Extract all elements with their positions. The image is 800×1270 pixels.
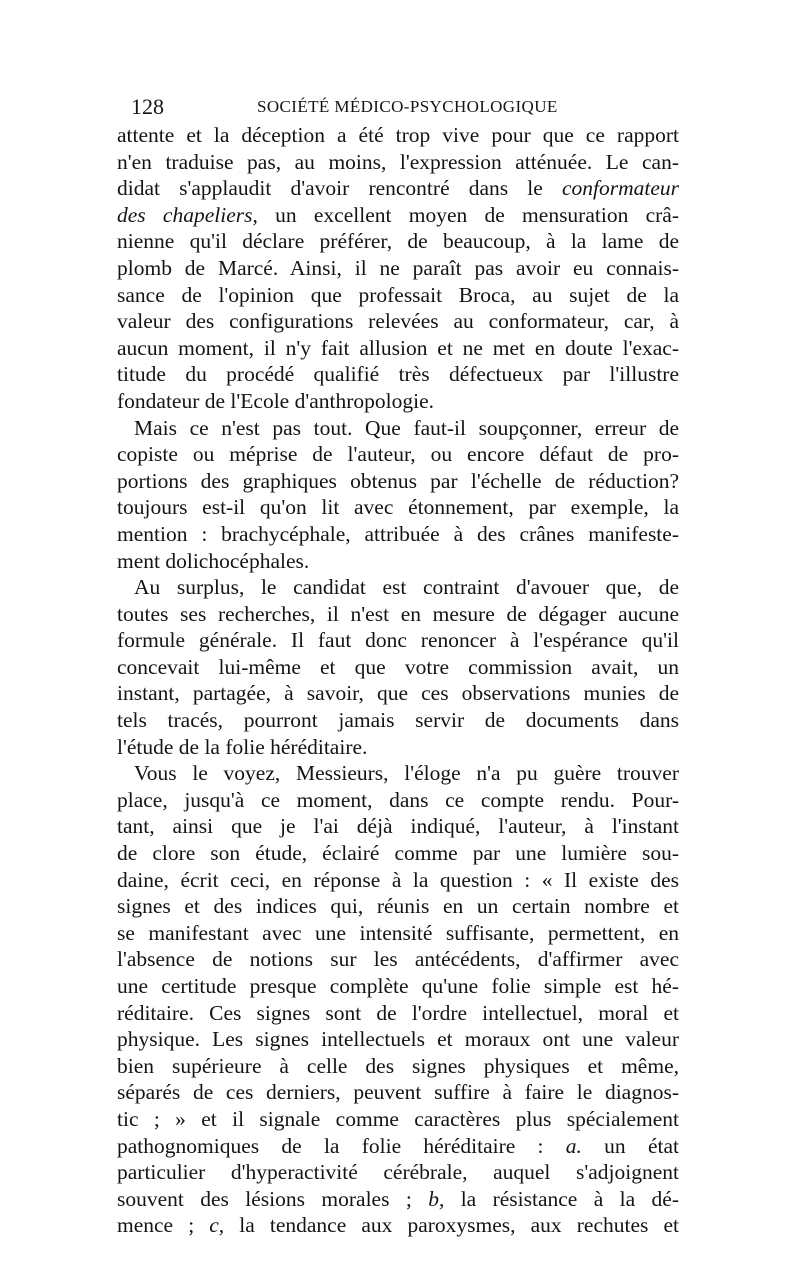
text-line bbox=[117, 282, 679, 309]
running-head bbox=[131, 92, 679, 122]
text-line bbox=[117, 1133, 679, 1160]
text-line bbox=[117, 1053, 679, 1080]
page-number: 128 bbox=[131, 94, 164, 119]
text-run: Vous le voyez, Messieurs, l'éloge n'a pu guère trouver bbox=[134, 761, 679, 786]
text-run: tic ; » et il signale comme caractères plus spécialement bbox=[117, 1106, 679, 1131]
text-line bbox=[117, 149, 679, 176]
text-line bbox=[117, 734, 679, 761]
italic-run: conformateur bbox=[561, 176, 679, 201]
text-line bbox=[117, 468, 679, 495]
text-line bbox=[117, 335, 679, 362]
text-run: réditaire. Ces signes sont de l'ordre intellectuel, moral et bbox=[117, 1000, 679, 1025]
text-line bbox=[117, 494, 679, 521]
text-line bbox=[117, 867, 679, 894]
text-run: de clore son étude, éclairé comme par une lumière sou- bbox=[117, 841, 679, 866]
text-run: séparés de ces derniers, peuvent suffire à faire le diagnos- bbox=[117, 1080, 679, 1105]
text-run: toutes ses recherches, il n'est en mesure de dégager aucune bbox=[117, 601, 679, 626]
text-run: la tendance aux paroxysmes, aux rechutes et bbox=[224, 1213, 679, 1238]
text-run: attente et la déception a été trop vive pour que ce rapport bbox=[117, 123, 679, 147]
text-line bbox=[117, 680, 679, 707]
text-run: copiste ou méprise de l'auteur, ou encore défaut de pro- bbox=[117, 442, 679, 467]
text-line bbox=[117, 548, 679, 575]
text-run: , un excellent moyen de mensuration crâ- bbox=[252, 202, 679, 227]
text-run: ment dolichocéphales. bbox=[117, 548, 310, 573]
text-run: Au surplus, le candidat est contraint d'avouer que, de bbox=[134, 575, 679, 600]
text-run: physique. Les signes intellectuels et moraux ont une valeur bbox=[117, 1027, 679, 1052]
text-line bbox=[117, 1106, 679, 1133]
text-run: mention : brachycéphale, attribuée à des crânes manifeste- bbox=[117, 521, 679, 546]
text-run: instant, partagée, à savoir, que ces observations munies de bbox=[117, 681, 679, 706]
text-run: valeur des configurations relevées au conformateur, car, à bbox=[117, 309, 679, 334]
text-line bbox=[117, 787, 679, 814]
text-run: nienne qu'il déclare préférer, de beaucoup, à la lame de bbox=[117, 229, 679, 254]
text-line bbox=[117, 601, 679, 628]
text-run: tant, ainsi que je l'ai déjà indiqué, l'auteur, à l'instant bbox=[117, 814, 679, 839]
text-run: l'étude de la folie héréditaire. bbox=[117, 734, 368, 759]
text-line bbox=[117, 1000, 679, 1027]
text-line bbox=[117, 627, 679, 654]
text-run: n'en traduise pas, au moins, l'expression atténuée. Le can- bbox=[117, 149, 679, 174]
text-line bbox=[117, 707, 679, 734]
text-line bbox=[117, 388, 679, 415]
text-run: fondateur de l'Ecole d'anthropologie. bbox=[117, 388, 434, 413]
text-run: Mais ce n'est pas tout. Que faut-il soupçonner, erreur de bbox=[134, 415, 679, 440]
text-line bbox=[117, 521, 679, 548]
text-line bbox=[117, 228, 679, 255]
text-run: tels tracés, pourront jamais servir de documents dans bbox=[117, 708, 679, 733]
text-line bbox=[117, 920, 679, 947]
text-run: mence ; bbox=[117, 1213, 210, 1238]
text-run: place, jusqu'à ce moment, dans ce compte rendu. Pour- bbox=[117, 787, 679, 812]
text-line bbox=[117, 760, 679, 787]
text-line bbox=[117, 973, 679, 1000]
text-run: la résistance à la dé- bbox=[444, 1186, 679, 1211]
running-head-title: SOCIÉTÉ MÉDICO-PSYCHOLOGIQUE bbox=[257, 97, 558, 116]
text-line bbox=[117, 175, 679, 202]
text-run: plomb de Marcé. Ainsi, il ne paraît pas avoir eu connais- bbox=[117, 255, 679, 280]
text-line bbox=[117, 1186, 679, 1213]
text-line bbox=[117, 654, 679, 681]
italic-run: b, bbox=[428, 1186, 445, 1211]
text-run: titude du procédé qualifié très défectueux par l'illustre bbox=[117, 362, 679, 387]
text-run: sance de l'opinion que professait Broca, au sujet de la bbox=[117, 282, 679, 307]
text-line bbox=[117, 415, 679, 442]
text-run: se manifestant avec une intensité suffisante, permettent, en bbox=[117, 920, 679, 945]
text-line bbox=[117, 1212, 679, 1239]
text-line bbox=[117, 1079, 679, 1106]
text-line bbox=[117, 813, 679, 840]
italic-run: des chapeliers bbox=[117, 202, 253, 227]
text-run: l'absence de notions sur les antécédents, d'affirmer avec bbox=[117, 947, 679, 972]
text-run: souvent des lésions morales ; bbox=[117, 1186, 429, 1211]
text-run: formule générale. Il faut donc renoncer à l'espérance qu'il bbox=[117, 628, 679, 653]
text-line bbox=[117, 308, 679, 335]
text-line bbox=[117, 574, 679, 601]
body-text bbox=[117, 122, 679, 1239]
text-line bbox=[117, 893, 679, 920]
text-line bbox=[117, 441, 679, 468]
italic-run: a. bbox=[565, 1133, 582, 1158]
text-run: concevait lui-même et que votre commission avait, un bbox=[117, 654, 679, 679]
text-run: pathognomiques de la folie héréditaire : bbox=[117, 1133, 566, 1158]
text-line bbox=[117, 122, 679, 149]
text-line bbox=[117, 202, 679, 229]
text-line bbox=[117, 361, 679, 388]
text-run: bien supérieure à celle des signes physiques et même, bbox=[117, 1053, 679, 1078]
text-run: particulier d'hyperactivité cérébrale, auquel s'adjoignent bbox=[117, 1160, 679, 1185]
text-run: toujours est-il qu'on lit avec étonnement, par exemple, la bbox=[117, 495, 679, 520]
text-run: signes et des indices qui, réunis en un certain nombre et bbox=[117, 894, 679, 919]
text-run: daine, écrit ceci, en réponse à la question : « Il existe des bbox=[117, 867, 679, 892]
text-line bbox=[117, 255, 679, 282]
text-run: aucun moment, il n'y fait allusion et ne met en doute l'exac- bbox=[117, 335, 679, 360]
text-line bbox=[117, 946, 679, 973]
italic-run: c, bbox=[209, 1213, 225, 1238]
text-line bbox=[117, 1159, 679, 1186]
text-run: portions des graphiques obtenus par l'échelle de réduction? bbox=[117, 468, 679, 493]
text-run: didat s'applaudit d'avoir rencontré dans le bbox=[117, 176, 562, 201]
text-line bbox=[117, 840, 679, 867]
text-run: un état bbox=[581, 1133, 679, 1158]
text-run: une certitude presque complète qu'une folie simple est hé- bbox=[117, 974, 679, 998]
text-line bbox=[117, 1026, 679, 1053]
